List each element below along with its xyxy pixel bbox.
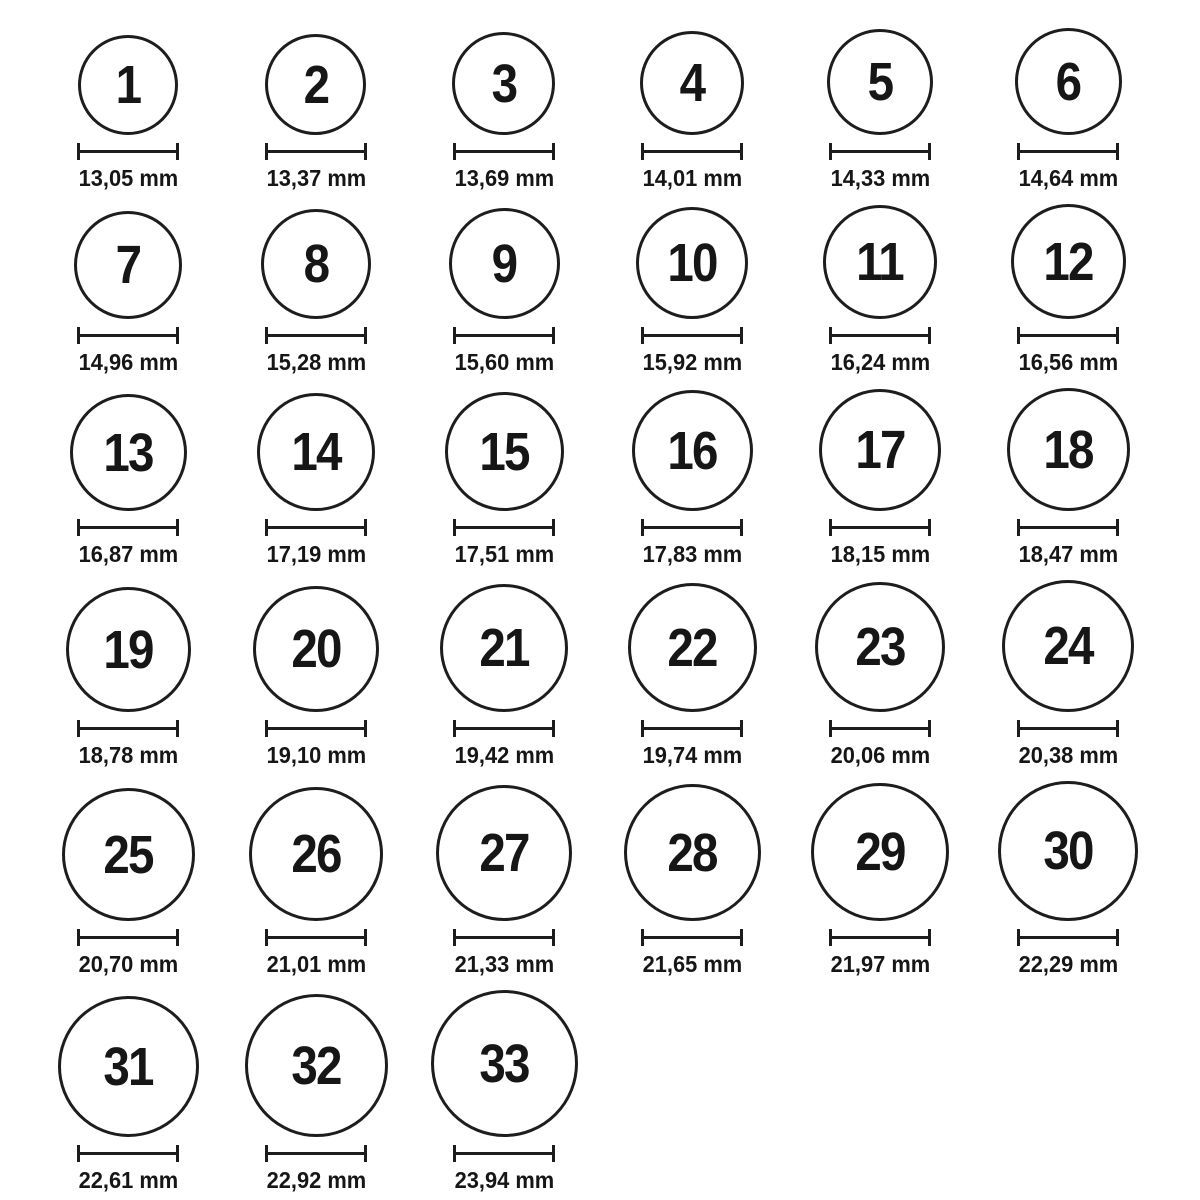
ring-size-number: 19 [103,619,153,680]
ring-circle [70,394,187,511]
diameter-measure-line [829,143,931,160]
diameter-measure-line [453,1145,555,1162]
diameter-label: 16,87 mm [78,541,178,567]
ring-circle [449,208,560,319]
ring-circle [66,587,191,712]
ring-size-number: 25 [103,824,153,885]
ring-size-number: 16 [667,420,717,481]
diameter-measure-line [77,1145,179,1162]
ring-circle [819,389,941,511]
ring-size-number: 23 [855,617,905,677]
ring-size-number: 13 [103,422,153,483]
diameter-measure-line [453,720,555,737]
ring-circle [1011,204,1126,319]
ring-size-item [827,29,933,192]
diameter-measure-line [641,720,743,737]
ring-circle [62,788,195,921]
diameter-measure-line [829,720,931,737]
diameter-label: 13,69 mm [454,165,554,191]
diameter-measure-line [641,519,743,536]
diameter-measure-line [77,929,179,946]
diameter-measure-line [77,519,179,536]
diameter-label: 20,70 mm [78,951,178,977]
diameter-measure-line [265,720,367,737]
ring-circle [823,205,937,319]
ring-size-number: 8 [303,234,329,294]
ring-size-item [1015,28,1122,192]
diameter-label: 21,01 mm [266,951,366,977]
ring-size-item [998,781,1138,978]
ring-size-number: 31 [103,1036,153,1097]
ring-size-number: 11 [856,232,904,292]
ring-size-number: 2 [303,54,329,115]
ring-size-item [261,209,371,376]
diameter-label: 22,61 mm [78,1167,178,1193]
diameter-measure-line [453,519,555,536]
ring-size-number: 6 [1055,51,1081,112]
ring-circle [261,209,371,319]
diameter-measure-line [265,327,367,344]
ring-size-item [76,35,181,192]
ring-circle [1007,388,1130,511]
ring-size-number: 12 [1043,231,1093,292]
ring-size-item [436,785,572,978]
ring-size-number: 1 [115,55,141,115]
ring-circle [1002,580,1134,712]
diameter-measure-line [265,519,367,536]
ring-size-number: 29 [855,822,905,882]
diameter-label: 16,24 mm [830,349,930,375]
ring-circle [827,29,933,135]
ring-size-item [1002,580,1134,769]
diameter-label: 20,06 mm [830,742,930,768]
ring-circle [257,393,375,511]
ring-circle [632,390,753,511]
diameter-label: 13,37 mm [266,165,366,191]
ring-circle [811,783,949,921]
diameter-measure-line [265,929,367,946]
diameter-measure-line [453,143,555,160]
diameter-label: 21,97 mm [830,951,930,977]
diameter-label: 15,28 mm [266,349,366,375]
diameter-measure-line [1017,327,1119,344]
ring-circle [624,784,761,921]
diameter-measure-line [1017,143,1119,160]
diameter-label: 15,60 mm [454,349,554,375]
diameter-measure-line [641,327,743,344]
diameter-label: 19,42 mm [454,742,554,768]
ring-size-number: 9 [491,233,517,294]
diameter-label: 19,10 mm [266,742,366,768]
ring-circle [452,32,555,135]
ring-size-item [815,582,945,769]
ring-size-item [1011,204,1126,376]
ring-size-item [624,784,761,978]
ring-size-item [449,208,560,376]
diameter-label: 15,92 mm [642,349,742,375]
diameter-label: 14,33 mm [830,165,930,191]
diameter-label: 22,29 mm [1018,951,1118,977]
ring-size-item [245,994,388,1194]
diameter-label: 14,64 mm [1018,165,1118,191]
ring-size-number: 30 [1043,821,1093,881]
diameter-label: 20,38 mm [1018,742,1118,768]
diameter-measure-line [77,327,179,344]
ring-size-number: 24 [1043,616,1093,676]
diameter-measure-line [265,143,367,160]
ring-size-item [431,990,578,1194]
diameter-label: 18,15 mm [830,541,930,567]
ring-size-item [66,587,191,769]
ring-size-item [452,32,557,192]
diameter-measure-line [453,929,555,946]
ring-size-number: 33 [479,1033,529,1094]
ring-size-item [264,34,369,192]
ring-size-number: 3 [491,53,517,114]
ring-circle [628,583,757,712]
diameter-measure-line [77,720,179,737]
ring-circle [998,781,1138,921]
ring-circle [440,584,568,712]
diameter-label: 16,56 mm [1018,349,1118,375]
ring-size-item [632,390,753,568]
diameter-measure-line [77,143,179,160]
diameter-label: 18,78 mm [78,742,178,768]
diameter-label: 17,83 mm [642,541,742,567]
ring-size-number: 14 [291,422,341,482]
ring-size-item [445,392,564,568]
diameter-measure-line [265,1145,367,1162]
ring-circle [445,392,564,511]
ring-circle [1015,28,1122,135]
ring-size-item [257,393,375,568]
ring-circle [265,34,366,135]
ring-circle [78,35,178,135]
ring-size-number: 26 [291,824,341,884]
diameter-label: 18,47 mm [1018,541,1118,567]
ring-size-number: 18 [1043,419,1093,480]
ring-size-number: 21 [479,618,529,678]
diameter-label: 17,51 mm [454,541,554,567]
ring-circle [815,582,945,712]
ring-size-number: 27 [479,823,529,883]
ring-circle [640,31,744,135]
diameter-measure-line [641,143,743,160]
ring-size-number: 5 [867,52,893,112]
ring-size-number: 4 [679,53,705,113]
ring-size-item [811,783,949,978]
diameter-measure-line [1017,720,1119,737]
diameter-label: 14,01 mm [642,165,742,191]
ring-size-number: 17 [855,420,905,480]
ring-circle [253,586,379,712]
ring-size-item [440,584,568,769]
diameter-measure-line [829,327,931,344]
ring-circle [436,785,572,921]
ring-circle [431,990,578,1137]
diameter-label: 14,96 mm [78,349,178,375]
ring-size-item [253,586,379,769]
ring-circle [74,211,182,319]
diameter-label: 13,05 mm [78,165,178,191]
ring-size-number: 32 [291,1035,341,1096]
ring-size-item [58,996,199,1194]
diameter-label: 19,74 mm [642,742,742,768]
diameter-measure-line [1017,519,1119,536]
ring-size-number: 15 [479,421,529,482]
ring-size-number: 22 [667,617,717,678]
ring-size-number: 28 [667,822,717,883]
ring-circle [249,787,383,921]
diameter-label: 17,19 mm [266,541,366,567]
ring-size-number: 20 [291,619,341,679]
ring-size-item [640,31,745,192]
ring-size-item [819,389,941,568]
diameter-measure-line [1017,929,1119,946]
diameter-label: 21,65 mm [642,951,742,977]
ring-size-number: 10 [667,233,717,293]
ring-circle [636,207,748,319]
ring-size-item [823,205,937,376]
diameter-label: 23,94 mm [454,1167,554,1193]
ring-size-item [249,787,383,978]
ring-circle [58,996,199,1137]
ring-size-item [1007,388,1130,568]
diameter-measure-line [829,519,931,536]
ring-size-item [628,583,757,769]
diameter-measure-line [829,929,931,946]
ring-circle [245,994,388,1137]
ring-size-item [62,788,195,978]
ring-size-item [74,211,182,376]
diameter-label: 21,33 mm [454,951,554,977]
ring-size-item [70,394,187,568]
diameter-measure-line [641,929,743,946]
ring-size-number: 7 [115,235,141,295]
diameter-label: 22,92 mm [266,1167,366,1193]
ring-size-item [636,207,748,376]
diameter-measure-line [453,327,555,344]
